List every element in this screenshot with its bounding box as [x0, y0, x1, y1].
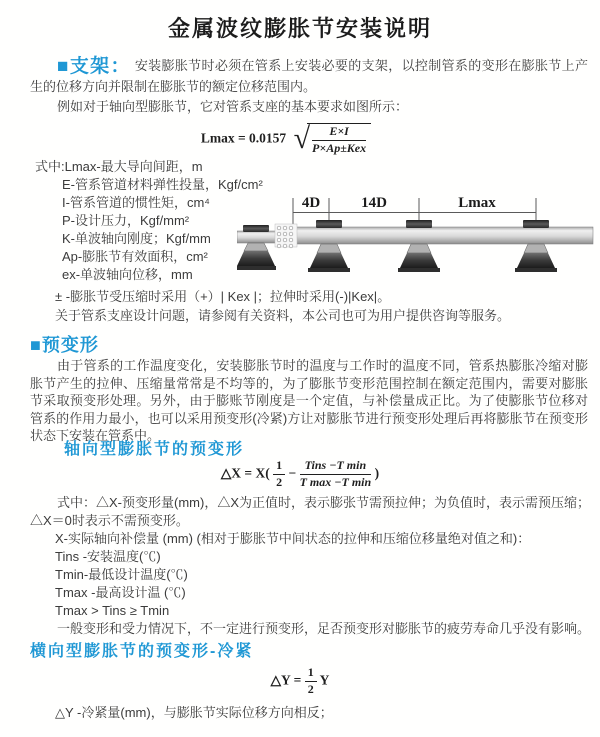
axial-note-tmax: Tmax -最高设计温 (℃)	[55, 585, 186, 600]
one-half-denominator: 2	[276, 474, 283, 489]
lateral-note: △Y -冷紧量(mm)，与膨胀节实际位移方向相反；	[55, 705, 333, 720]
definition-e: E-管系管道材料弹性投量，Kgf/cm²	[62, 177, 263, 192]
temperature-fraction-numerator: Tins −T min	[300, 459, 372, 475]
radicand	[307, 123, 371, 156]
temperature-fraction	[300, 459, 372, 490]
lateral-formula	[0, 666, 600, 697]
pipe-support-diagram	[237, 191, 599, 285]
axial-formula	[0, 459, 600, 490]
formula-definitions-list	[35, 158, 263, 284]
support-notes	[55, 287, 510, 325]
lateral-one-half-fraction	[305, 666, 317, 697]
axial-notes	[30, 494, 590, 638]
dim-label-4d: 4D	[301, 195, 321, 211]
definition-ex: ex-单波轴向位移，mm	[62, 267, 193, 282]
axial-note-x: X-实际轴向补偿量 (mm) (相对于膨胀节中间状态的拉伸和压缩位移量绝对值之和)：	[55, 531, 531, 546]
lmax-fraction-numerator: E×I	[312, 125, 366, 141]
sqrt-expression	[294, 123, 372, 156]
pipe	[295, 227, 593, 244]
lateral-formula-rhs: Y	[319, 672, 330, 688]
kex-sign-note: ± -膨胀节受压缩时采用（+）| Kex |；拉伸时采用(-)|Kex|。	[55, 289, 391, 304]
anchor-stub-pipe	[237, 231, 277, 243]
predeform-paragraph: 由于管系的工作温度变化，安装膨胀节时的温度与工作时的温度不同，管系热膨胀冷缩对膨胀节产生的拉伸、压缩量常常是不均等的，为了膨胀节变形范围控制在额定范围内，需要对膨胀节采取预变形处理。另外，由于膨账节刚度是一个定值，与补偿量成正比。为了使膨胀节位移对管系的作用力最小，也可以采用预变形(冷紧)方让对膨胀节进行预变形处理后再将膨胀节在预变形状态下安装在管系中。	[30, 358, 588, 443]
consulting-note: 关于管系支座设计问题，请参阅有关资料，本公司也可为用户提供咨询等服务。	[55, 308, 511, 323]
support-section	[30, 56, 588, 117]
definition-i: I-管系管道的惯性矩，cm⁴	[62, 195, 210, 210]
lateral-fraction-numerator: 1	[305, 666, 317, 682]
bellows-expansion-joint	[275, 224, 297, 248]
axial-note-general: 一般变形和受力情况下，不一定进行预变形，足否预变形对膨胀节的疲劳寿命几乎没有影响。	[57, 621, 591, 636]
definition-ap: Ap-膨胀节有效面积，cm²	[62, 249, 208, 264]
lmax-formula	[0, 123, 586, 156]
axial-formula-lhs: △X = X(	[220, 465, 270, 481]
axial-note-tins: Tins -安装温度(℃)	[55, 549, 161, 564]
temperature-fraction-denominator: T max −T min	[299, 474, 372, 489]
radical-sign: √	[293, 122, 311, 156]
support-paragraph-2: 例如对于轴向型膨胀节，它对管系支座的基本要求如图所示：	[57, 99, 409, 114]
lmax-fraction	[312, 125, 366, 156]
axial-note-inequality: Tmax > Tins ≥ Tmin	[55, 603, 170, 618]
axial-subheading: 轴向型膨胀节的预变形	[64, 441, 245, 458]
axial-note-deltax: 式中：△X-预变形量(mm)，△X为正值时，表示膨张节需预拉伸；为负值时，表示需预压缩；△X＝0时表示不需预变形。	[30, 495, 590, 528]
lateral-formula-lhs: △Y =	[270, 672, 302, 688]
lmax-fraction-denominator: P×Ap±Kex	[312, 140, 367, 155]
axial-note-tmin: Tmin-最低设计温度(℃)	[55, 567, 188, 582]
lmax-formula-lhs: Lmax = 0.0157	[200, 130, 287, 146]
support-paragraph-1	[30, 56, 588, 97]
definition-lmax: 式中:Lmax-最大导向间距，m	[35, 159, 203, 174]
lateral-fraction-denominator: 2	[307, 681, 314, 696]
support-paragraph-1-text: 安装膨胀节时必须在管系上安装必要的支架，以控制管系的变形在膨胀节上产生的位移方向并限制在膨胀节的额定位移范围内。	[30, 58, 588, 94]
predeform-section-heading: ■预变形	[30, 335, 99, 355]
dim-label-lmax: Lmax	[458, 195, 496, 211]
dim-label-14d: 14D	[361, 195, 387, 211]
axial-formula-close-paren: )	[374, 465, 380, 481]
definition-k: K-单波轴向刚度；Kgf/mm	[62, 231, 211, 246]
support-section-heading: ■支架：	[57, 56, 131, 77]
minus-sign: −	[288, 465, 297, 481]
one-half-numerator: 1	[273, 459, 285, 475]
lateral-subheading: 横向型膨胀节的预变形-冷紧	[30, 643, 254, 660]
definition-p: P-设计压力，Kgf/mm²	[62, 213, 190, 228]
page-title: 金属波纹膨胀节安装说明	[167, 16, 432, 41]
one-half-fraction	[273, 459, 285, 490]
